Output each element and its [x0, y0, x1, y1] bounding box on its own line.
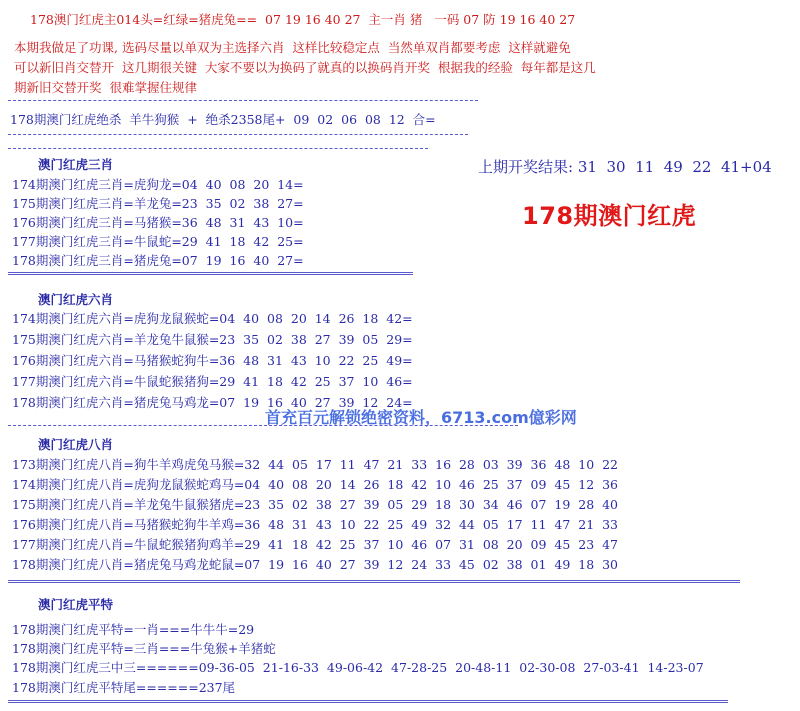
- three-row: 178期澳门红虎三肖=猪虎兔=07 19 16 40 27=: [12, 253, 304, 268]
- eight-row: 176期澳门红虎八肖=马猪猴蛇狗牛羊鸡=36 48 31 43 10 22 25 49 32 44 05 17 11 47 21 33: [12, 517, 619, 532]
- eight-row: 177期澳门红虎八肖=牛鼠蛇猴猪狗鸡羊=29 41 18 42 25 37 10 46 07 31 08 20 09 45 23 47: [12, 537, 619, 552]
- intro-line-2: 可以新旧肖交替开 这几期很关键 大家不要以为换码了就真的以换码肖开奖 根据我的经验 每年都是这几: [14, 60, 596, 75]
- intro-line-3: 期新旧交替开奖 很难掌握住规律: [14, 80, 197, 95]
- flat-title: 澳门红虎平特: [38, 597, 114, 612]
- six-row: 178期澳门红虎六肖=猪虎兔马鸡龙=07 19 16 40 27 39 12 24=: [12, 395, 413, 410]
- kill-line: 178期澳门红虎绝杀 羊牛狗猴 + 绝杀2358尾+ 09 02 06 08 12 合=: [10, 112, 436, 127]
- eight-title: 澳门红虎八肖: [38, 437, 114, 452]
- divider: [8, 148, 428, 149]
- divider: [8, 580, 740, 583]
- divider: [8, 425, 518, 426]
- six-row: 174期澳门红虎六肖=虎狗龙鼠猴蛇=04 40 08 20 14 26 18 42=: [12, 311, 413, 326]
- six-title: 澳门红虎六肖: [38, 292, 114, 307]
- eight-row: 178期澳门红虎八肖=猪虎兔马鸡龙蛇鼠=07 19 16 40 27 39 12 24 33 45 02 38 01 49 18 30: [12, 557, 619, 572]
- watermark: 首充百元解锁绝密资料，6713.com億彩网: [265, 408, 577, 427]
- flat-row: 178期澳门红虎三中三======09-36-05 21-16-33 49-06-42 47-28-25 20-48-11 02-30-08 27-03-41 14-23-07: [12, 660, 704, 675]
- six-row: 175期澳门红虎六肖=羊龙兔牛鼠猴=23 35 02 38 27 39 05 29=: [12, 332, 413, 347]
- divider: [8, 100, 478, 101]
- big-title: 178期澳门红虎: [522, 202, 697, 230]
- eight-row: 173期澳门红虎八肖=狗牛羊鸡虎兔马猴=32 44 05 17 11 47 21 33 16 28 03 39 36 48 10 22: [12, 457, 619, 472]
- last-result: 上期开奖结果: 31 30 11 49 22 41+04: [478, 158, 772, 176]
- eight-row: 174期澳门红虎八肖=虎狗龙鼠猴蛇鸡马=04 40 08 20 14 26 18 42 10 46 25 37 09 45 12 36: [12, 477, 619, 492]
- divider: [8, 134, 468, 135]
- three-row: 174期澳门红虎三肖=虎狗龙=04 40 08 20 14=: [12, 177, 304, 192]
- flat-row: 178期澳门红虎平特=三肖===牛兔猴+羊猪蛇: [12, 641, 276, 656]
- divider: [8, 272, 413, 275]
- three-row: 176期澳门红虎三肖=马猪猴=36 48 31 43 10=: [12, 215, 304, 230]
- three-row: 175期澳门红虎三肖=羊龙兔=23 35 02 38 27=: [12, 196, 304, 211]
- three-row: 177期澳门红虎三肖=牛鼠蛇=29 41 18 42 25=: [12, 234, 304, 249]
- intro-line-1: 本期我做足了功课, 选码尽量以单双为主选择六肖 这样比较稳定点 当然单双肖都要考虑 这样就避免: [14, 40, 571, 55]
- flat-row: 178期澳门红虎平特=一肖===牛牛牛=29: [12, 622, 255, 637]
- three-title: 澳门红虎三肖: [38, 157, 114, 172]
- six-row: 177期澳门红虎六肖=牛鼠蛇猴猪狗=29 41 18 42 25 37 10 46=: [12, 374, 413, 389]
- flat-row: 178期澳门红虎平特尾======237尾: [12, 680, 236, 695]
- header-line: 178澳门红虎主014头=红绿=猪虎兔== 07 19 16 40 27 主一肖 猪 一码 07 防 19 16 40 27: [30, 12, 576, 27]
- eight-row: 175期澳门红虎八肖=羊龙兔牛鼠猴猪虎=23 35 02 38 27 39 05 29 18 30 34 46 07 19 28 40: [12, 497, 619, 512]
- six-row: 176期澳门红虎六肖=马猪猴蛇狗牛=36 48 31 43 10 22 25 49=: [12, 353, 413, 368]
- divider: [8, 700, 728, 703]
